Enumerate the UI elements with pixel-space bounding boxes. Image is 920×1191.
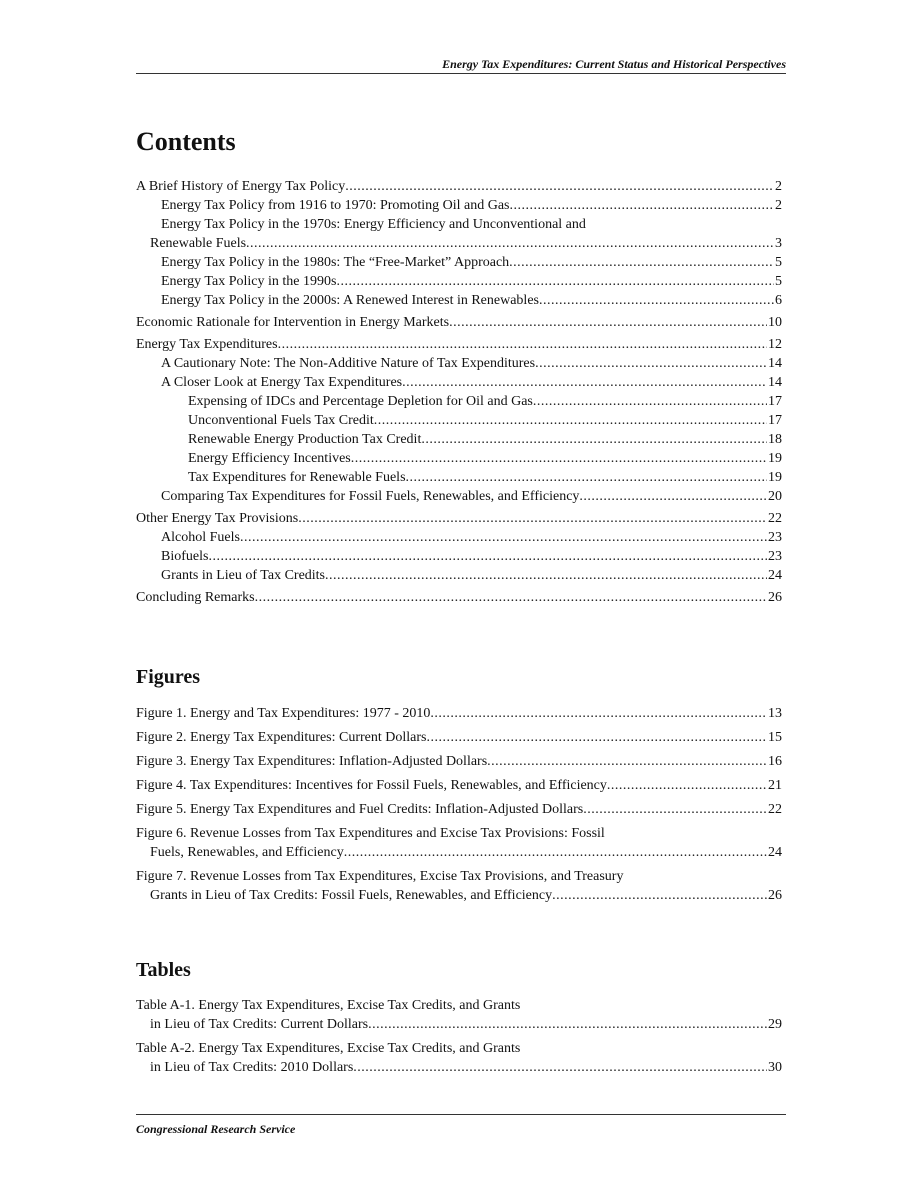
table-entry-title-line[interactable]: Table A-1. Energy Tax Expenditures, Excise Tax Credits, and Grants bbox=[136, 998, 521, 1013]
toc-entry-title: Concluding Remarks bbox=[136, 590, 255, 605]
toc-entry[interactable] bbox=[136, 547, 782, 566]
figure-entry[interactable] bbox=[136, 752, 782, 771]
table-entry[interactable] bbox=[136, 1058, 782, 1077]
toc-entry[interactable] bbox=[136, 528, 782, 547]
dot-leader bbox=[344, 843, 767, 862]
header-divider bbox=[136, 73, 786, 74]
toc-entry-title: Energy Tax Policy in the 2000s: A Renewed Interest in Renewables bbox=[161, 293, 539, 308]
toc-entry-page: 24 bbox=[768, 568, 782, 583]
toc-entry-title: Economic Rationale for Intervention in Energy Markets bbox=[136, 315, 450, 330]
table-entry-page: 30 bbox=[768, 1060, 782, 1075]
toc-entry-title: Energy Tax Expenditures bbox=[136, 337, 278, 352]
dot-leader bbox=[325, 566, 767, 585]
dot-leader bbox=[374, 411, 767, 430]
toc-entry-page: 19 bbox=[768, 451, 782, 466]
dot-leader bbox=[535, 354, 767, 373]
table-entry-title: in Lieu of Tax Credits: 2010 Dollars bbox=[150, 1060, 354, 1075]
dot-leader bbox=[255, 588, 767, 607]
toc-entry-title: A Brief History of Energy Tax Policy bbox=[136, 179, 346, 194]
figure-entry-page: 13 bbox=[768, 706, 782, 721]
tables-heading: Tables bbox=[136, 959, 191, 981]
dot-leader bbox=[246, 234, 774, 253]
dot-leader bbox=[427, 728, 768, 747]
toc-entry[interactable] bbox=[136, 373, 782, 392]
dot-leader bbox=[509, 196, 774, 215]
toc-entry-page: 26 bbox=[768, 590, 782, 605]
toc-entry-title: Comparing Tax Expenditures for Fossil Fuels, Renewables, and Efficiency bbox=[161, 489, 580, 504]
figure-entry-title: Figure 3. Energy Tax Expenditures: Inflation-Adjusted Dollars bbox=[136, 754, 488, 769]
toc-entry[interactable] bbox=[136, 430, 782, 449]
toc-entry-page: 10 bbox=[768, 315, 782, 330]
dot-leader bbox=[421, 430, 767, 449]
toc-entry[interactable] bbox=[136, 487, 782, 506]
toc-entry-page: 5 bbox=[775, 274, 782, 289]
toc-entry-title: Energy Tax Policy in the 1990s bbox=[161, 274, 337, 289]
toc-entry-title: Renewable Fuels bbox=[150, 236, 247, 251]
toc-entry-title: Energy Efficiency Incentives bbox=[188, 451, 351, 466]
figure-entry[interactable] bbox=[136, 776, 782, 795]
toc-entry-title: Tax Expenditures for Renewable Fuels bbox=[188, 470, 406, 485]
toc-entry-title: Unconventional Fuels Tax Credit bbox=[188, 413, 374, 428]
figure-entry[interactable] bbox=[136, 886, 782, 905]
toc-entry[interactable] bbox=[136, 392, 782, 411]
table-entry-title-line[interactable]: Table A-2. Energy Tax Expenditures, Excise Tax Credits, and Grants bbox=[136, 1041, 521, 1056]
toc-entry-title: Energy Tax Policy from 1916 to 1970: Promoting Oil and Gas bbox=[161, 198, 510, 213]
toc-entry-page: 23 bbox=[768, 530, 782, 545]
figure-entry-page: 22 bbox=[768, 802, 782, 817]
figure-entry-page: 21 bbox=[768, 778, 782, 793]
toc-entry[interactable] bbox=[136, 449, 782, 468]
figure-entry-title: Figure 4. Tax Expenditures: Incentives for Fossil Fuels, Renewables, and Efficiency bbox=[136, 778, 607, 793]
figure-entry[interactable] bbox=[136, 843, 782, 862]
toc-entry[interactable] bbox=[136, 411, 782, 430]
toc-entry-page: 2 bbox=[775, 198, 782, 213]
toc-entry[interactable] bbox=[136, 177, 782, 196]
toc-entry[interactable] bbox=[136, 272, 782, 291]
toc-entry-page: 17 bbox=[768, 413, 782, 428]
toc-entry-page: 6 bbox=[775, 293, 782, 308]
table-entry[interactable] bbox=[136, 1015, 782, 1034]
toc-entry-page: 2 bbox=[775, 179, 782, 194]
figures-heading: Figures bbox=[136, 666, 201, 688]
toc-entry-title: Renewable Energy Production Tax Credit bbox=[188, 432, 422, 447]
toc-entry[interactable] bbox=[136, 588, 782, 607]
dot-leader bbox=[579, 487, 767, 506]
toc-entry-page: 14 bbox=[768, 375, 782, 390]
dot-leader bbox=[449, 313, 767, 332]
figure-entry-title: Figure 1. Energy and Tax Expenditures: 1977 - 2010 bbox=[136, 706, 431, 721]
toc-entry-title: Alcohol Fuels bbox=[161, 530, 240, 545]
contents-heading: Contents bbox=[136, 127, 236, 156]
toc-entry-title: A Cautionary Note: The Non-Additive Nature of Tax Expenditures bbox=[161, 356, 536, 371]
footer-divider bbox=[136, 1114, 786, 1115]
dot-leader bbox=[406, 468, 767, 487]
toc-entry-page: 3 bbox=[775, 236, 782, 251]
figure-entry-page: 24 bbox=[768, 845, 782, 860]
figure-entry-page: 15 bbox=[768, 730, 782, 745]
contents-list bbox=[136, 177, 782, 607]
toc-entry-page: 14 bbox=[768, 356, 782, 371]
dot-leader bbox=[430, 704, 767, 723]
dot-leader bbox=[583, 800, 767, 819]
toc-entry[interactable] bbox=[136, 509, 782, 528]
toc-entry[interactable] bbox=[136, 234, 782, 253]
dot-leader bbox=[402, 373, 767, 392]
toc-entry-page: 23 bbox=[768, 549, 782, 564]
dot-leader bbox=[533, 392, 767, 411]
dot-leader bbox=[240, 528, 767, 547]
dot-leader bbox=[351, 449, 767, 468]
figure-entry-title-line[interactable]: Figure 7. Revenue Losses from Tax Expenditures, Excise Tax Provisions, and Treasury bbox=[136, 869, 624, 884]
dot-leader bbox=[298, 509, 767, 528]
toc-entry[interactable] bbox=[136, 566, 782, 585]
toc-entry-title: A Closer Look at Energy Tax Expenditures bbox=[161, 375, 403, 390]
figure-entry-title: Figure 2. Energy Tax Expenditures: Current Dollars bbox=[136, 730, 427, 745]
toc-entry-page: 20 bbox=[768, 489, 782, 504]
figure-entry[interactable] bbox=[136, 800, 782, 819]
toc-entry-title: Biofuels bbox=[161, 549, 209, 564]
toc-entry-page: 5 bbox=[775, 255, 782, 270]
toc-entry-page: 19 bbox=[768, 470, 782, 485]
figure-entry-page: 26 bbox=[768, 888, 782, 903]
toc-entry-page: 17 bbox=[768, 394, 782, 409]
toc-entry-page: 12 bbox=[768, 337, 782, 352]
running-header: Energy Tax Expenditures: Current Status and Historical Perspectives bbox=[442, 57, 786, 71]
toc-entry[interactable] bbox=[136, 468, 782, 487]
toc-entry-title: Other Energy Tax Provisions bbox=[136, 511, 299, 526]
figure-entry-page: 16 bbox=[768, 754, 782, 769]
dot-leader bbox=[368, 1015, 767, 1034]
toc-entry[interactable] bbox=[136, 313, 782, 332]
toc-entry-page: 18 bbox=[768, 432, 782, 447]
dot-leader bbox=[345, 177, 774, 196]
table-entry-page: 29 bbox=[768, 1017, 782, 1032]
figure-entry-title-line[interactable]: Figure 6. Revenue Losses from Tax Expenditures and Excise Tax Provisions: Fossil bbox=[136, 826, 605, 841]
dot-leader bbox=[208, 547, 767, 566]
dot-leader bbox=[336, 272, 774, 291]
figure-entry[interactable] bbox=[136, 728, 782, 747]
toc-entry[interactable] bbox=[136, 196, 782, 215]
toc-entry-page: 22 bbox=[768, 511, 782, 526]
toc-entry-title: Grants in Lieu of Tax Credits bbox=[161, 568, 326, 583]
figure-entry-title: Grants in Lieu of Tax Credits: Fossil Fuels, Renewables, and Efficiency bbox=[150, 888, 553, 903]
toc-entry-title: Energy Tax Policy in the 1980s: The “Free-Market” Approach bbox=[161, 255, 510, 270]
dot-leader bbox=[607, 776, 767, 795]
table-entry-title: in Lieu of Tax Credits: Current Dollars bbox=[150, 1017, 369, 1032]
toc-entry[interactable] bbox=[136, 335, 782, 354]
toc-entry-title-line[interactable]: Energy Tax Policy in the 1970s: Energy Efficiency and Unconventional and bbox=[161, 217, 586, 232]
tables-list bbox=[136, 996, 782, 1077]
figure-entry-title: Figure 5. Energy Tax Expenditures and Fuel Credits: Inflation-Adjusted Dollars bbox=[136, 802, 584, 817]
dot-leader bbox=[552, 886, 767, 905]
toc-entry[interactable] bbox=[136, 354, 782, 373]
figure-entry[interactable] bbox=[136, 704, 782, 723]
figure-entry-title: Fuels, Renewables, and Efficiency bbox=[150, 845, 344, 860]
dot-leader bbox=[353, 1058, 767, 1077]
figures-list bbox=[136, 704, 782, 905]
toc-entry[interactable] bbox=[136, 291, 782, 310]
dot-leader bbox=[509, 253, 774, 272]
dot-leader bbox=[487, 752, 767, 771]
toc-entry[interactable] bbox=[136, 253, 782, 272]
dot-leader bbox=[539, 291, 774, 310]
dot-leader bbox=[278, 335, 767, 354]
toc-entry-title: Expensing of IDCs and Percentage Depletion for Oil and Gas bbox=[188, 394, 533, 409]
running-footer: Congressional Research Service bbox=[136, 1122, 296, 1136]
